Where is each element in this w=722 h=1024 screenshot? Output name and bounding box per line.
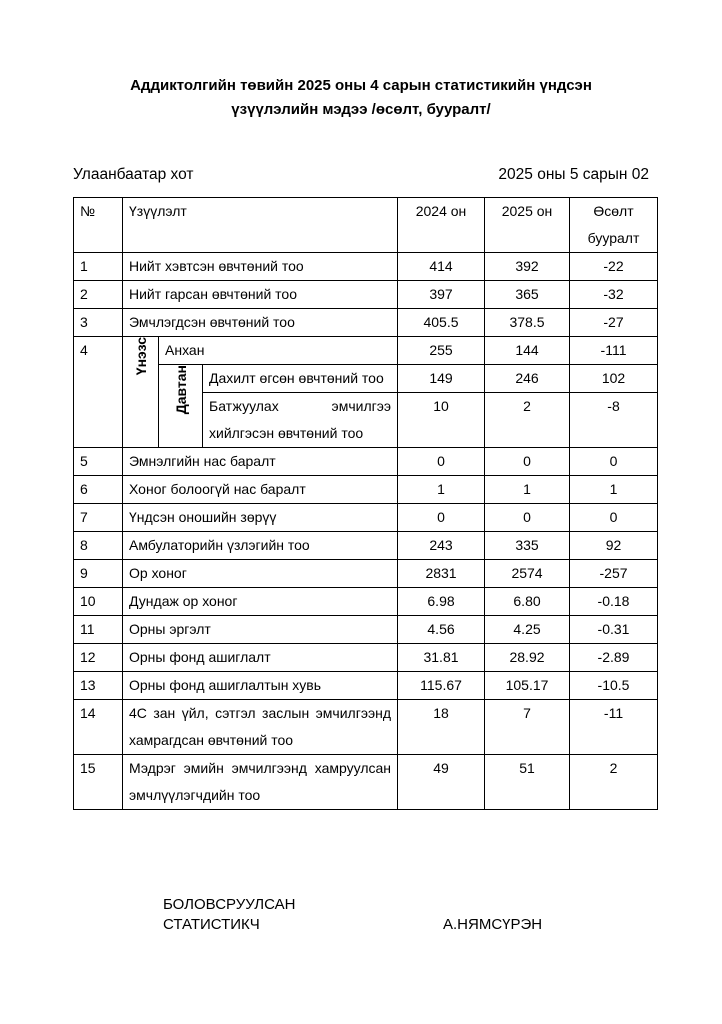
table-row — [74, 560, 658, 588]
table-row — [74, 532, 658, 560]
value-change: 2 — [570, 755, 658, 810]
value-change: 1 — [570, 476, 658, 504]
value-2024: 10 — [398, 393, 485, 448]
value-2025: 246 — [485, 365, 570, 393]
value-2024: 243 — [398, 532, 485, 560]
table-row — [74, 755, 658, 810]
value-2024: 0 — [398, 448, 485, 476]
table-row-group — [74, 337, 658, 365]
value-2025: 105.17 — [485, 672, 570, 700]
row-label: Ор хоног — [123, 560, 398, 588]
title-line-1: Аддиктолгийн төвийн 2025 оны 4 сарын статистикийн үндсэн — [130, 77, 592, 94]
value-2025: 335 — [485, 532, 570, 560]
row-number: 3 — [74, 309, 123, 337]
header-number: № — [74, 198, 123, 253]
value-2024: 1 — [398, 476, 485, 504]
table-row-subgroup — [74, 365, 658, 393]
row-number: 2 — [74, 281, 123, 309]
value-2024: 0 — [398, 504, 485, 532]
value-change: -111 — [570, 337, 658, 365]
header-indicator: Үзүүлэлт — [123, 198, 398, 253]
table-row — [74, 281, 658, 309]
row-label: Дундаж ор хоног — [123, 588, 398, 616]
value-change: -10.5 — [570, 672, 658, 700]
header-2024: 2024 он — [398, 198, 485, 253]
place-label: Улаанбаатар хот — [73, 166, 194, 183]
row-number: 12 — [74, 644, 123, 672]
header-change: Өсөлт бууралт — [570, 198, 658, 253]
value-change: -27 — [570, 309, 658, 337]
value-2024: 149 — [398, 365, 485, 393]
document-title — [0, 74, 722, 122]
value-change: -0.31 — [570, 616, 658, 644]
row-number: 14 — [74, 700, 123, 755]
value-change: -257 — [570, 560, 658, 588]
value-2025: 392 — [485, 253, 570, 281]
row-label: Дахилт өгсөн өвчтөний тоо — [203, 365, 398, 393]
value-2024: 255 — [398, 337, 485, 365]
value-2024: 2831 — [398, 560, 485, 588]
value-2024: 6.98 — [398, 588, 485, 616]
value-2025: 4.25 — [485, 616, 570, 644]
value-2024: 397 — [398, 281, 485, 309]
title-line-2: үзүүлэлийн мэдээ /өсөлт, бууралт/ — [231, 101, 491, 118]
value-2025: 1 — [485, 476, 570, 504]
value-2025: 0 — [485, 504, 570, 532]
value-change: 92 — [570, 532, 658, 560]
value-2024: 115.67 — [398, 672, 485, 700]
group-label-cell — [123, 337, 159, 448]
row-label: 4С зан үйл, сэтгэл заслын эмчилгээнд хамрагдсан өвчтөний тоо — [123, 700, 398, 755]
value-2025: 365 — [485, 281, 570, 309]
signature-line-1: БОЛОВСРУУЛСАН — [163, 896, 296, 913]
value-2025: 51 — [485, 755, 570, 810]
value-2025: 0 — [485, 448, 570, 476]
value-2024: 4.56 — [398, 616, 485, 644]
table-row — [74, 253, 658, 281]
row-label: Анхан — [159, 337, 398, 365]
value-2024: 49 — [398, 755, 485, 810]
row-number: 1 — [74, 253, 123, 281]
row-number: 13 — [74, 672, 123, 700]
value-2025: 144 — [485, 337, 570, 365]
value-2024: 414 — [398, 253, 485, 281]
signature-line-2: СТАТИСТИКЧ — [163, 916, 260, 933]
value-change: -22 — [570, 253, 658, 281]
row-label: Хоног болоогүй нас баралт — [123, 476, 398, 504]
row-number: 5 — [74, 448, 123, 476]
row-number: 11 — [74, 616, 123, 644]
table-row — [74, 644, 658, 672]
row-number: 9 — [74, 560, 123, 588]
value-2024: 405.5 — [398, 309, 485, 337]
row-label: Эмчлэгдсэн өвчтөний тоо — [123, 309, 398, 337]
value-2025: 2 — [485, 393, 570, 448]
row-number: 7 — [74, 504, 123, 532]
row-label: Орны фонд ашиглалтын хувь — [123, 672, 398, 700]
value-2025: 378.5 — [485, 309, 570, 337]
value-2025: 2574 — [485, 560, 570, 588]
group-label: Үнэзс — [132, 337, 149, 376]
row-number: 10 — [74, 588, 123, 616]
statistics-table — [73, 197, 658, 810]
row-label: Батжуулах эмчилгээ хийлгэсэн өвчтөний тоо — [203, 393, 398, 448]
table-row — [74, 700, 658, 755]
subgroup-label: Давтан — [172, 365, 189, 415]
table-row — [74, 476, 658, 504]
signature-block — [163, 895, 295, 935]
table-row — [74, 504, 658, 532]
row-number: 4 — [74, 337, 123, 448]
header-2025: 2025 он — [485, 198, 570, 253]
value-2025: 6.80 — [485, 588, 570, 616]
value-change: 102 — [570, 365, 658, 393]
value-2025: 28.92 — [485, 644, 570, 672]
table-row — [74, 672, 658, 700]
row-label: Мэдрэг эмийн эмчилгээнд хамруулсан эмчлүүлэгчдийн тоо — [123, 755, 398, 810]
value-2024: 18 — [398, 700, 485, 755]
value-change: -11 — [570, 700, 658, 755]
value-change: -2.89 — [570, 644, 658, 672]
report-date: 2025 оны 5 сарын 02 — [498, 166, 649, 183]
row-label: Эмнэлгийн нас баралт — [123, 448, 398, 476]
value-2025: 7 — [485, 700, 570, 755]
row-label: Амбулаторийн үзлэгийн тоо — [123, 532, 398, 560]
value-change: -0.18 — [570, 588, 658, 616]
table-row — [74, 588, 658, 616]
value-2024: 31.81 — [398, 644, 485, 672]
row-number: 6 — [74, 476, 123, 504]
row-label: Орны фонд ашиглалт — [123, 644, 398, 672]
table-row — [74, 309, 658, 337]
value-change: 0 — [570, 448, 658, 476]
row-label: Үндсэн оношийн зөрүү — [123, 504, 398, 532]
value-change: -8 — [570, 393, 658, 448]
table-row — [74, 448, 658, 476]
table-row — [74, 616, 658, 644]
row-label: Нийт хэвтсэн өвчтөний тоо — [123, 253, 398, 281]
subgroup-label-cell — [159, 365, 203, 448]
value-change: 0 — [570, 504, 658, 532]
row-label: Орны эргэлт — [123, 616, 398, 644]
row-number: 15 — [74, 755, 123, 810]
signature-name: А.НЯМСҮРЭН — [443, 916, 543, 933]
row-label: Нийт гарсан өвчтөний тоо — [123, 281, 398, 309]
table-header-row — [74, 198, 658, 253]
value-change: -32 — [570, 281, 658, 309]
row-number: 8 — [74, 532, 123, 560]
